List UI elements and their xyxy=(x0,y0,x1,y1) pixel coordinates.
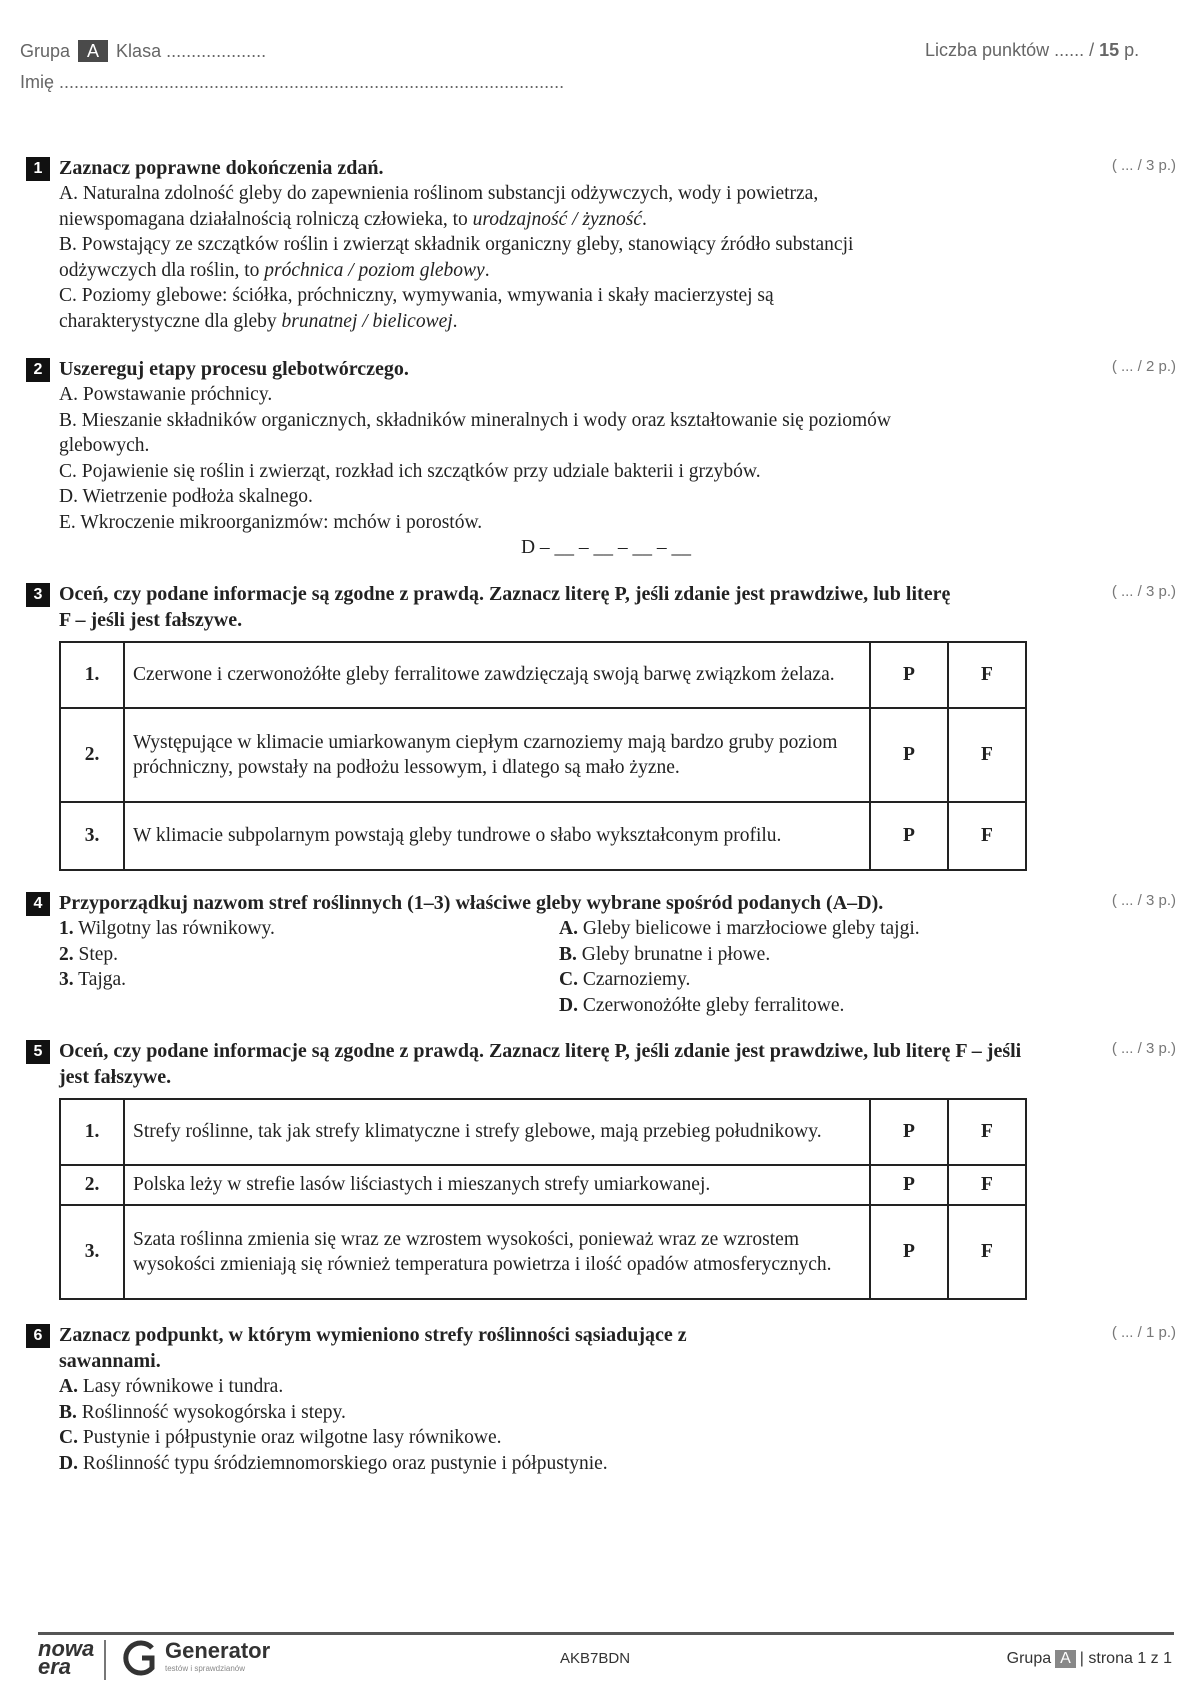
sequence-answer[interactable]: D – __ – __ – __ – __ xyxy=(520,537,692,558)
footer-group-badge: A xyxy=(1055,1650,1076,1668)
points-label: Liczba punktów ...... / xyxy=(925,40,1095,60)
task-question: Zaznacz podpunkt, w którym wymieniono strefy roślinności sąsiadujące z sawannami. xyxy=(59,1324,687,1372)
points-total xyxy=(925,40,1139,61)
false-option[interactable]: F xyxy=(948,1205,1026,1299)
option-line: odżywczych dla roślin, to próchnica / poziom glebowy. xyxy=(59,259,490,281)
matching-columns xyxy=(59,916,1176,1018)
name-field[interactable]: Imię ..................................................................................................... xyxy=(20,72,565,92)
true-option[interactable]: P xyxy=(870,708,948,802)
class-field[interactable]: Klasa .................... xyxy=(116,41,267,61)
option-line: charakterystyczne dla gleby brunatnej / bielicowej. xyxy=(59,310,458,332)
list-item: B. Gleby brunatne i płowe. xyxy=(559,943,771,965)
list-item: D. Czerwonożółte gleby ferralitowe. xyxy=(559,994,845,1016)
true-option[interactable]: P xyxy=(870,1165,948,1205)
task-number: 1 xyxy=(26,157,50,181)
task-6 xyxy=(26,1322,1176,1476)
generator-logo-icon xyxy=(120,1638,160,1678)
points-max: 15 xyxy=(1099,40,1120,60)
true-false-table xyxy=(59,1098,1027,1300)
task-points: ( ... / 2 p.) xyxy=(1111,358,1176,375)
task-number: 3 xyxy=(26,583,50,607)
task-number: 2 xyxy=(26,358,50,382)
false-option[interactable]: F xyxy=(948,1099,1026,1165)
task-5 xyxy=(26,1038,1176,1300)
task-number: 4 xyxy=(26,892,50,916)
task-question: Oceń, czy podane informacje są zgodne z prawdą. Zaznacz literę P, jeśli zdanie jest prawdziwe, lub literę F – jeśli jest fałszywe. xyxy=(59,583,951,631)
task-number: 6 xyxy=(26,1324,50,1348)
option-line: glebowych. xyxy=(59,435,150,456)
option-line: A. Powstawanie próchnicy. xyxy=(59,384,273,405)
false-option[interactable]: F xyxy=(948,1165,1026,1205)
answer-option[interactable]: D. Roślinność typu śródziemnomorskiego oraz pustynie i półpustynie. xyxy=(59,1452,608,1474)
answer-choice[interactable]: urodzajność / żyzność xyxy=(472,208,643,230)
option-line: niewspomagana działalnością rolniczą człowieka, to urodzajność / żyzność. xyxy=(59,208,647,230)
task-question: Oceń, czy podane informacje są zgodne z prawdą. Zaznacz literę P, jeśli zdanie jest prawdziwe, lub literę F – jeśli jest fałszywe. xyxy=(59,1040,1022,1088)
true-false-table xyxy=(59,641,1027,871)
generator-logo-subtitle: testów i sprawdzianów xyxy=(165,1664,246,1673)
option-line: E. Wkroczenie mikroorganizmów: mchów i porostów. xyxy=(59,511,483,533)
true-option[interactable]: P xyxy=(870,1205,948,1299)
points-unit: p. xyxy=(1124,40,1140,60)
task-number: 5 xyxy=(26,1040,50,1064)
task-3 xyxy=(26,581,1176,871)
list-item: 2. Step. xyxy=(59,943,119,965)
task-4 xyxy=(26,890,1176,1018)
answer-choice[interactable]: próchnica / poziom glebowy xyxy=(264,259,485,281)
task-points: ( ... / 3 p.) xyxy=(1111,583,1176,600)
option-line: B. Mieszanie składników organicznych, składników mineralnych i wody oraz kształtowanie się poziomów xyxy=(59,409,891,431)
table-row: 1. Czerwone i czerwonożółte gleby ferralitowe zawdzięczają swoją barwę związkom żelaza. P F xyxy=(60,642,1026,708)
list-item: 1. Wilgotny las równikowy. xyxy=(59,918,275,939)
zones-column xyxy=(59,916,559,1018)
true-option[interactable]: P xyxy=(870,1099,948,1165)
logo-divider xyxy=(104,1640,106,1680)
option-line: B. Powstający ze szczątków roślin i zwierząt składnik organiczny gleby, stanowiący źródło substancji xyxy=(59,234,854,255)
option-line: A. Naturalna zdolność gleby do zapewnienia roślinom substancji odżywczych, wody i powietrza, xyxy=(59,183,819,204)
list-item: C. Czarnoziemy. xyxy=(559,969,691,990)
option-line: D. Wietrzenie podłoża skalnego. xyxy=(59,486,313,507)
soils-column xyxy=(559,916,1059,1018)
page-indicator: Grupa A | strona 1 z 1 xyxy=(1006,1650,1172,1667)
task-points: ( ... / 3 p.) xyxy=(1111,1040,1176,1057)
task-question: Uszereguj etapy procesu glebotwórczego. xyxy=(59,358,409,380)
task-2 xyxy=(26,356,1176,561)
table-row: 2. Polska leży w strefie lasów liściastych i mieszanych strefy umiarkowanej. P F xyxy=(60,1165,1026,1205)
generator-logo-text: Generator xyxy=(165,1638,271,1663)
table-row: 3. Szata roślinna zmienia się wraz ze wzrostem wysokości, ponieważ wraz ze wzrostem wysokości zmieniają się również temperatura powietrza i ilość opadów atmosferycznych. P F xyxy=(60,1205,1026,1299)
answer-option[interactable]: C. Pustynie i półpustynie oraz wilgotne lasy równikowe. xyxy=(59,1427,502,1448)
answer-option[interactable]: B. Roślinność wysokogórska i stepy. xyxy=(59,1401,346,1423)
task-question: Przyporządkuj nazwom stref roślinnych (1–3) właściwe gleby wybrane spośród podanych (A–D). xyxy=(59,892,884,914)
answer-option[interactable]: A. Lasy równikowe i tundra. xyxy=(59,1376,284,1397)
table-row: 2. Występujące w klimacie umiarkowanym ciepłym czarnoziemy mają bardzo gruby poziom próchniczny, powstały na podłożu lessowym, i dlatego są mało żyzne. P F xyxy=(60,708,1026,802)
answer-choice[interactable]: brunatnej / bielicowej xyxy=(281,310,453,332)
list-item: A. Gleby bielicowe i marzłociowe gleby tajgi. xyxy=(559,918,920,939)
true-option[interactable]: P xyxy=(870,642,948,708)
option-line: C. Pojawienie się roślin i zwierząt, rozkład ich szczątków przy udziale bakterii i grzybów. xyxy=(59,460,761,482)
footer-divider xyxy=(38,1632,1174,1635)
false-option[interactable]: F xyxy=(948,802,1026,870)
test-code: AKB7BDN xyxy=(560,1650,631,1667)
group-field xyxy=(20,40,266,62)
false-option[interactable]: F xyxy=(948,642,1026,708)
task-question: Zaznacz poprawne dokończenia zdań. xyxy=(59,157,384,179)
true-option[interactable]: P xyxy=(870,802,948,870)
group-badge: A xyxy=(78,40,108,62)
group-label: Grupa xyxy=(20,41,71,61)
task-points: ( ... / 3 p.) xyxy=(1111,892,1176,909)
table-row: 3. W klimacie subpolarnym powstają gleby tundrowe o słabo wykształconym profilu. P F xyxy=(60,802,1026,870)
table-row: 1. Strefy roślinne, tak jak strefy klimatyczne i strefy glebowe, mają przebieg południkowy. P F xyxy=(60,1099,1026,1165)
nowa-era-logo: nowa era xyxy=(38,1636,95,1679)
task-1 xyxy=(26,155,1176,334)
list-item: 3. Tajga. xyxy=(59,969,127,990)
task-points: ( ... / 1 p.) xyxy=(1111,1324,1176,1341)
option-line: C. Poziomy glebowe: ściółka, próchniczny, wymywania, wmywania i skały macierzystej są xyxy=(59,285,774,306)
false-option[interactable]: F xyxy=(948,708,1026,802)
task-points: ( ... / 3 p.) xyxy=(1111,157,1176,174)
